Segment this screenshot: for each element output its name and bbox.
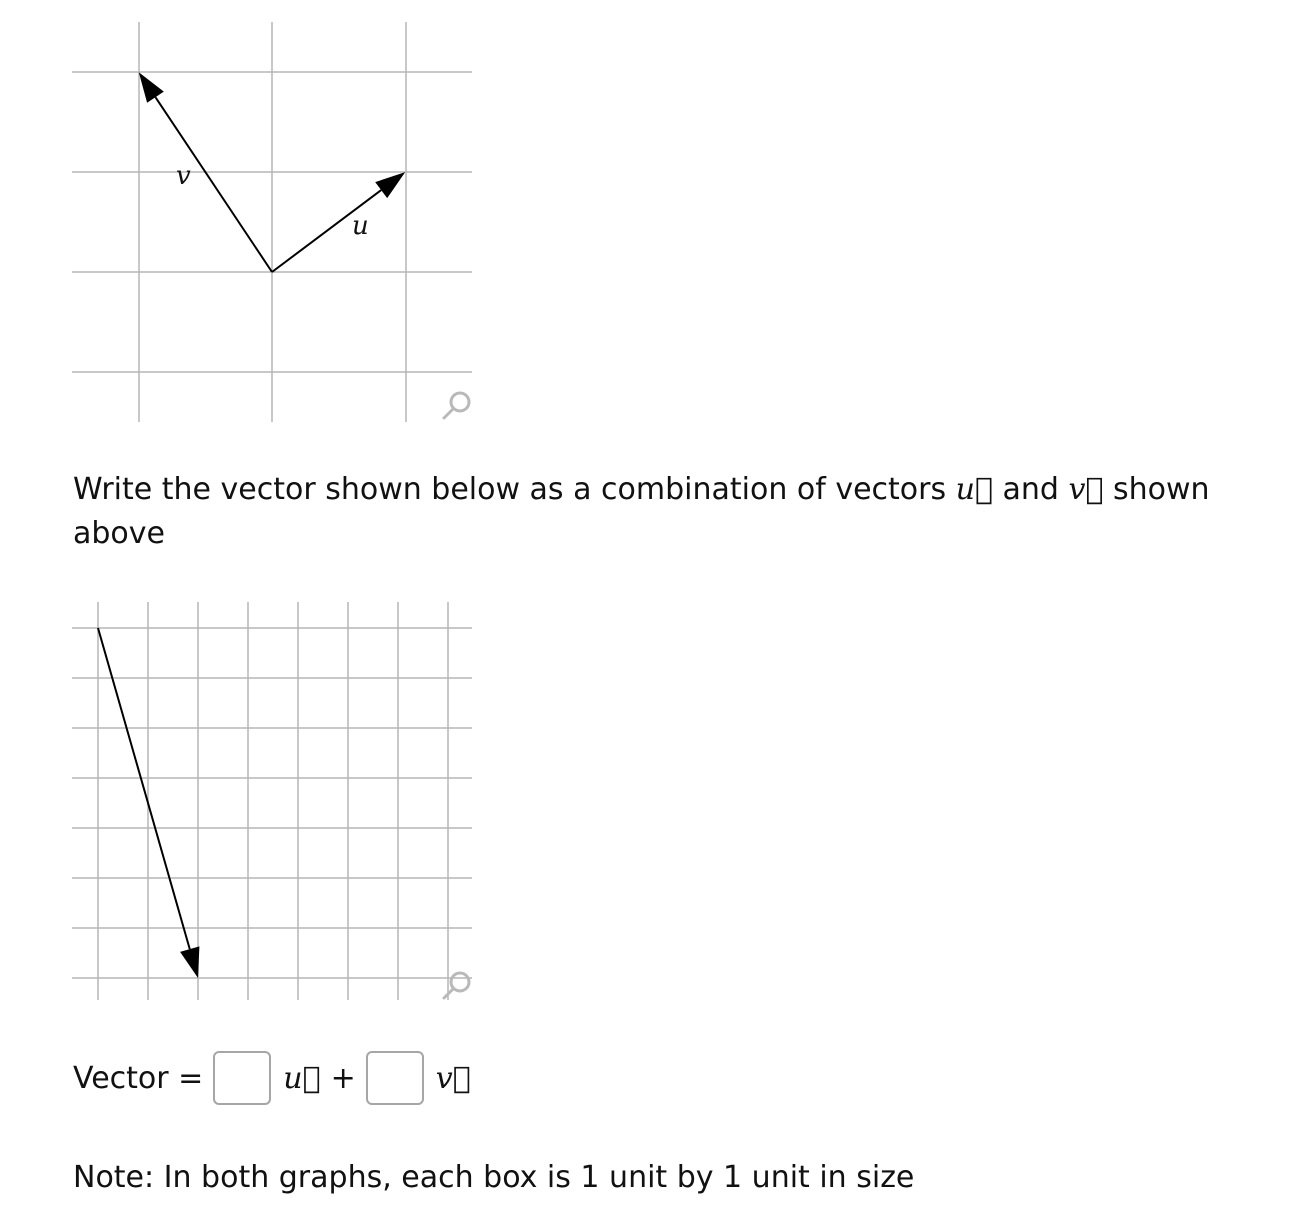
question-and-text: and [992, 472, 1069, 507]
v-vector-symbol: v⃗ [1068, 472, 1104, 507]
vector-v-line [155, 97, 272, 272]
target-vector-line [98, 628, 190, 949]
bottom-grid [72, 602, 472, 1000]
target-vector-arrowhead [180, 946, 199, 978]
vector-u-arrowhead [375, 172, 405, 198]
target-vector-graph [0, 590, 500, 1010]
question-text [73, 468, 1213, 556]
vector-u-label: u [352, 211, 369, 241]
vectors-u-v-graph [0, 0, 500, 440]
question-text-after: shown above [73, 472, 1210, 551]
vector-equals-label: Vector = [73, 1060, 204, 1096]
vector-v-label: v [176, 161, 191, 191]
u-vector-symbol: u⃗ [283, 1060, 321, 1096]
plus-sign: + [330, 1060, 356, 1096]
answer-row [73, 1047, 479, 1109]
u-vector-symbol: u⃗ [955, 472, 993, 507]
magnifier-icon[interactable] [444, 393, 469, 418]
coefficient-u-input[interactable] [213, 1051, 271, 1105]
top-grid [72, 22, 472, 422]
coefficient-v-input[interactable] [366, 1051, 424, 1105]
v-vector-symbol: v⃗ [435, 1060, 471, 1096]
question-text-before: Write the vector shown below as a combination of vectors [73, 472, 956, 507]
vector-v-arrowhead [139, 72, 164, 103]
note-text: Note: In both graphs, each box is 1 unit by 1 unit in size [73, 1160, 915, 1195]
